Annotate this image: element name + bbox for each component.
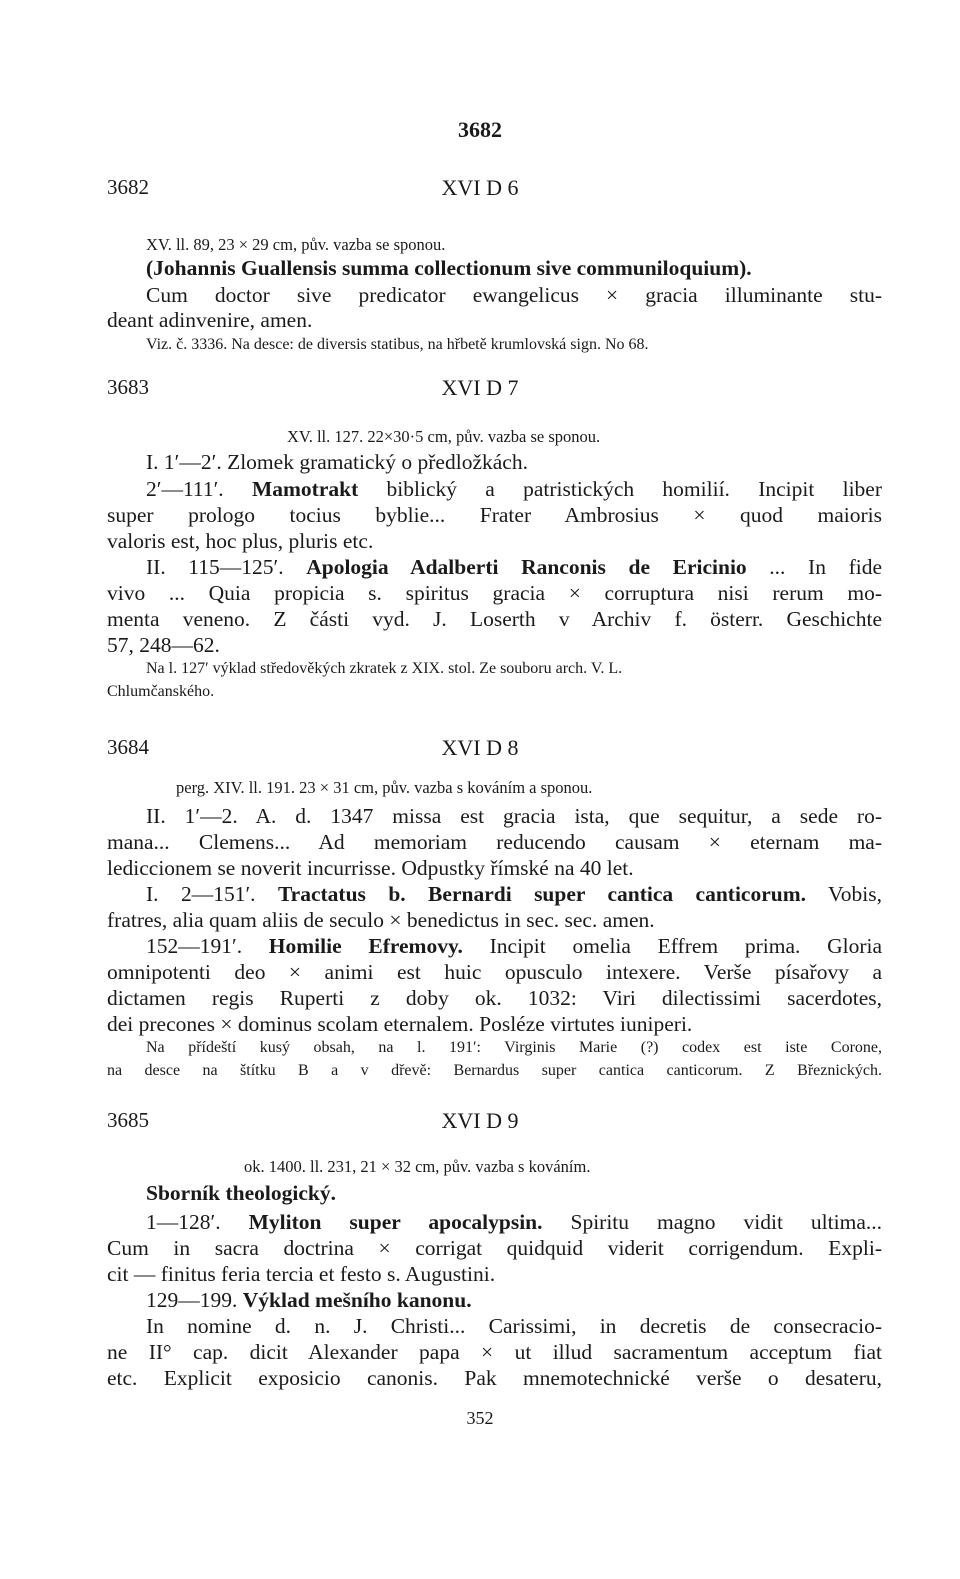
- shelf-signature: XVI D 6: [441, 175, 519, 200]
- text-line: mana... Clemens... Ad memoriam reducendo causam × eternam ma-: [107, 830, 882, 854]
- text-line: [146, 1210, 882, 1235]
- note-line: na desce na štítku B a v dřevě: Bernardus super cantica canticorum. Z Březnických.: [107, 1062, 882, 1079]
- note-line: Chlumčanského.: [107, 683, 215, 700]
- text-run: biblický a patristických homilií. Incipit liber: [358, 477, 882, 501]
- codex-description: perg. XIV. ll. 191. 23 × 31 cm, pův. vazba s kováním a sponou.: [176, 778, 593, 797]
- text-line: valoris est, hoc plus, pluris etc.: [107, 529, 374, 553]
- codex-description: XV. ll. 89, 23 × 29 cm, pův. vazba se sponou.: [146, 235, 446, 254]
- codex-description: ok. 1400. ll. 231, 21 × 32 cm, pův. vazba s kováním.: [244, 1157, 591, 1176]
- text-line: [146, 555, 882, 580]
- work-title: Apologia Adalberti Ranconis de Ericinio: [306, 555, 747, 579]
- entry-number: 3682: [107, 175, 149, 199]
- text-line: dei precones × dominus scolam eternalem. Posléze virtutes iuniperi.: [107, 1012, 693, 1036]
- text-line: In nomine d. n. J. Christi... Carissimi, in decretis de consecracio-: [146, 1314, 882, 1338]
- text-line: ne II° cap. dicit Alexander papa × ut illud sacramentum acceptum fiat: [107, 1340, 882, 1364]
- text-line: menta veneno. Z části vyd. J. Loserth v Archiv f. österr. Geschichte: [107, 607, 882, 631]
- text-line: I. 1′—2′. Zlomek gramatický o předložkách.: [146, 450, 528, 474]
- entry-number: 3685: [107, 1108, 149, 1132]
- text-line: [146, 477, 882, 502]
- work-title: Homilie Efremovy.: [268, 934, 463, 958]
- title-line: (Johannis Guallensis summa collectionum sive communiloquium).: [146, 256, 752, 280]
- text-line: Cum doctor sive predicator ewangelicus × gracia illuminante stu-: [146, 283, 882, 307]
- text-run: Spiritu magno vidit ultima...: [542, 1210, 882, 1234]
- page-number: 352: [466, 1408, 494, 1428]
- text-line: super prologo tocius byblie... Frater Ambrosius × quod maioris: [107, 503, 882, 527]
- text-line: II. 1′—2. A. d. 1347 missa est gracia ista, que sequitur, a sede ro-: [146, 804, 882, 828]
- shelf-signature: XVI D 9: [441, 1108, 519, 1133]
- codex-description: XV. ll. 127. 22×30·5 cm, pův. vazba se sponou.: [287, 427, 601, 446]
- text-line: omnipotenti deo × animi est huic opusculo intexere. Verše písařovy a: [107, 960, 882, 984]
- text-line: cit — finitus feria tercia et festo s. Augustini.: [107, 1262, 496, 1286]
- text-line: [146, 1288, 472, 1313]
- text-run: 1—128′.: [146, 1210, 249, 1234]
- text-run: 152—191′.: [146, 934, 269, 958]
- work-title: Mamotrakt: [251, 477, 359, 501]
- work-title: Výklad mešního kanonu.: [242, 1288, 472, 1312]
- text-line: [146, 882, 882, 907]
- text-run: Vobis,: [806, 882, 882, 906]
- text-line: 57, 248—62.: [107, 633, 220, 657]
- text-run: II. 115—125′.: [146, 555, 307, 579]
- text-run: 129—199.: [146, 1288, 243, 1312]
- text-line: lediccionem se noverit incurrisse. Odpustky římské na 40 let.: [107, 856, 634, 880]
- text-line: dictamen regis Ruperti z doby ok. 1032: Viri dilectissimi sacerdotes,: [107, 986, 882, 1010]
- shelf-signature: XVI D 7: [441, 375, 519, 400]
- note-line: Viz. č. 3336. Na desce: de diversis statibus, na hřbetě krumlovská sign. No 68.: [146, 336, 649, 353]
- page-header: 3682: [458, 117, 502, 142]
- text-run: 2′—111′.: [146, 477, 252, 501]
- text-line: etc. Explicit exposicio canonis. Pak mnemotechnické verše o desateru,: [107, 1366, 882, 1390]
- text-line: Cum in sacra doctrina × corrigat quidquid viderit corrigendum. Expli-: [107, 1236, 882, 1260]
- text-run: I. 2—151′.: [146, 882, 278, 906]
- text-run: Incipit omelia Effrem prima. Gloria: [462, 934, 883, 958]
- entry-number: 3683: [107, 375, 149, 399]
- text-line: fratres, alia quam aliis de seculo × benedictus in sec. sec. amen.: [107, 908, 655, 932]
- work-title: Myliton super apocalypsin.: [248, 1210, 543, 1234]
- note-line: Na přídeští kusý obsah, na l. 191′: Virginis Marie (?) codex est iste Corone,: [146, 1039, 882, 1056]
- text-line: vivo ... Quia propicia s. spiritus gracia × corruptura nisi rerum mo-: [107, 581, 882, 605]
- note-line: Na l. 127′ výklad středověkých zkratek z XIX. stol. Ze souboru arch. V. L.: [146, 660, 623, 677]
- title-line: Sborník theologický.: [146, 1181, 336, 1205]
- text-line: deant adinvenire, amen.: [107, 308, 313, 332]
- work-title: Tractatus b. Bernardi super cantica canticorum.: [277, 882, 806, 906]
- entry-number: 3684: [107, 735, 149, 759]
- text-run: ... In fide: [746, 555, 882, 579]
- shelf-signature: XVI D 8: [441, 735, 519, 760]
- text-line: [146, 934, 882, 959]
